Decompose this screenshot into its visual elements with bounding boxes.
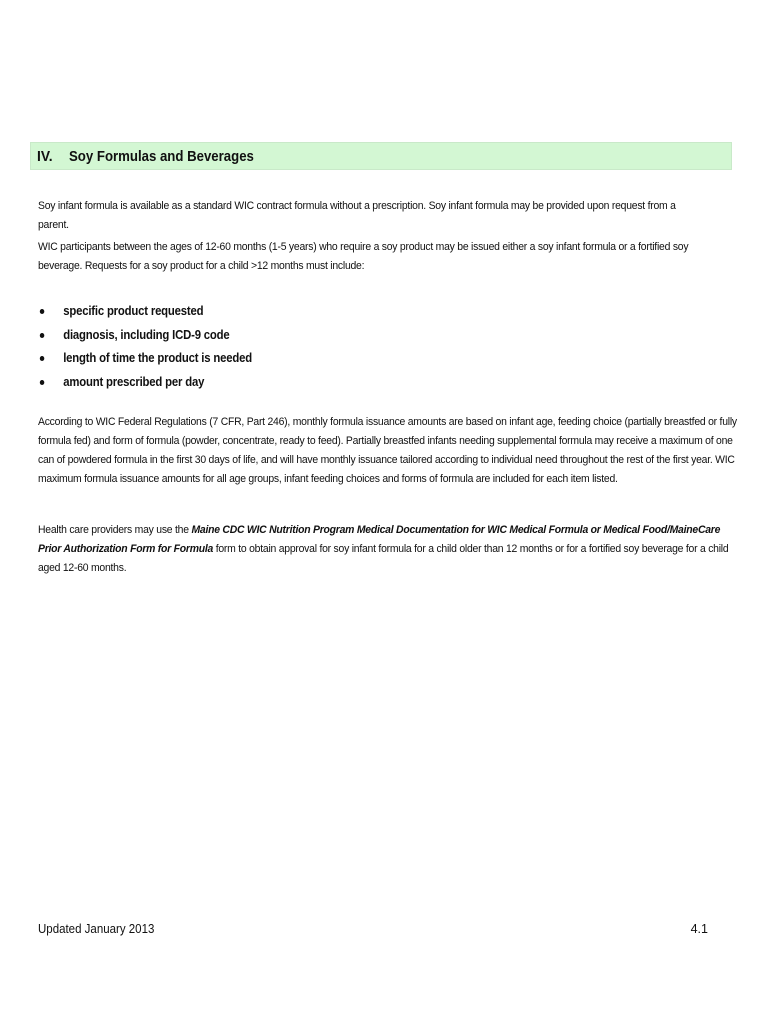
requirements-paragraph: WIC participants between the ages of 12-60 months (1-5 years) who require a soy product may be issued either a soy infant formula or a fortified soy beverage. Requests for a soy product for a child >12 months must include: <box>38 241 689 272</box>
footer-updated: Updated January 2013 <box>38 922 155 936</box>
providers-paragraph <box>38 521 740 578</box>
section-title: Soy Formulas and Beverages <box>69 147 254 165</box>
page-number: 4.1 <box>690 922 708 936</box>
bullet-icon <box>40 356 45 361</box>
bullet-icon <box>40 309 45 314</box>
providers-prefix: Health care providers may use the <box>38 524 192 536</box>
list-item <box>38 347 252 371</box>
list-item-text: diagnosis, including ICD-9 code <box>63 327 230 342</box>
section-header <box>30 142 732 170</box>
requirements-list <box>38 300 276 394</box>
list-item <box>38 371 252 395</box>
section-number: IV. <box>37 147 53 165</box>
list-item <box>38 324 252 348</box>
providers-suffix: form to obtain approval for soy infant formula for a child older than 12 months or for a fortified soy beverage for a child aged 12-60 months. <box>38 543 729 574</box>
list-item-text: specific product requested <box>63 304 204 318</box>
authorization-form-name: Maine CDC WIC Nutrition Program Medical Documentation for WIC Medical Formula or Medical Food/MaineCare Prior Authorization Form for Formula <box>38 524 721 555</box>
regulations-paragraph: According to WIC Federal Regulations (7 CFR, Part 246), monthly formula issuance amounts are based on infant age, feeding choice (partially breastfed or fully formula fed) and form of formula (powder, concentrate, ready to feed). Partially breastfed infants needing supplemental formula may receive a maximum of one can of powdered formula in the first 30 days of life, and will have monthly issuance tailored according to individual need throughout the rest of the first year. WIC maximum formula issuance amounts for all age groups, infant feeding choices and forms of formula are included for each item listed. <box>38 416 737 485</box>
list-item-text: length of time the product is needed <box>63 351 252 365</box>
bullet-icon <box>40 380 45 385</box>
intro-paragraph: Soy infant formula is available as a standard WIC contract formula without a prescription. Soy infant formula may be provided upon request from a parent. <box>38 200 676 231</box>
bullet-icon <box>40 333 45 338</box>
list-item-text: amount prescribed per day <box>63 374 205 389</box>
list-item <box>38 300 252 324</box>
